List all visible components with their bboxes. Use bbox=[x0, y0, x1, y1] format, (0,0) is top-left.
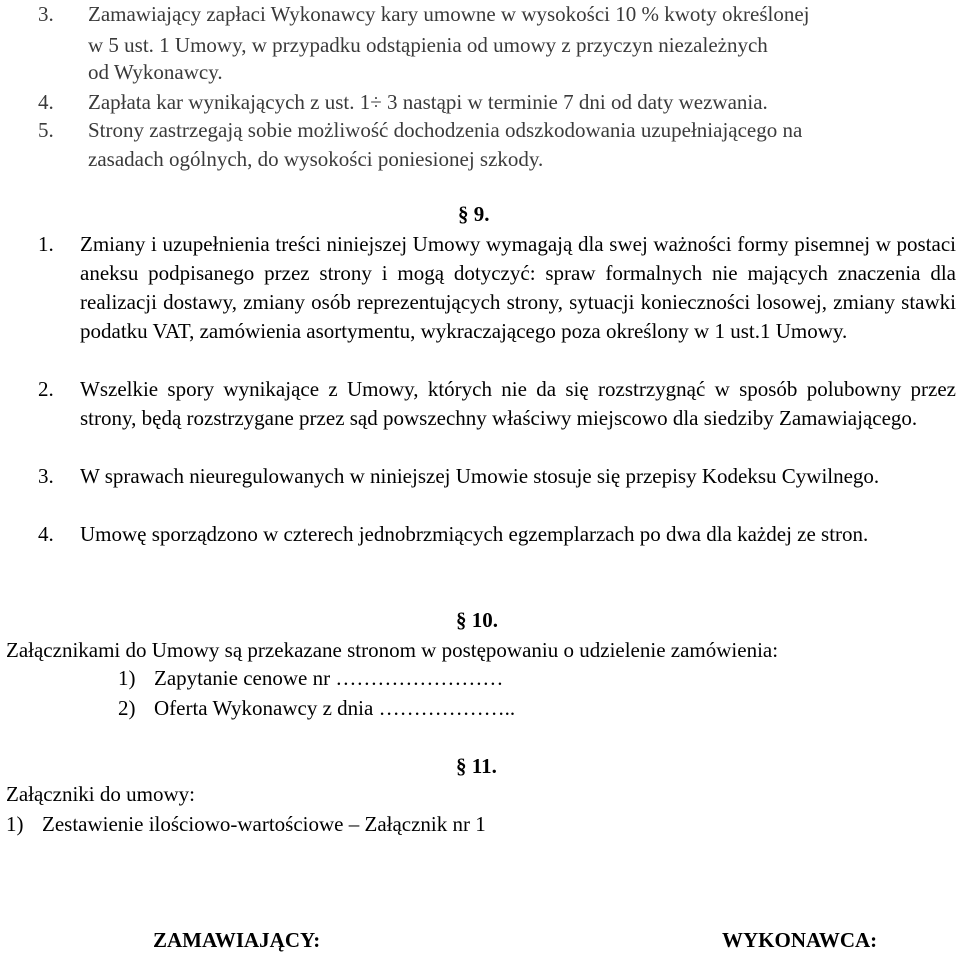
section-heading: § 10. bbox=[456, 608, 498, 632]
item-text-line: Zapłata kar wynikających z ust. 1÷ 3 nastąpi w terminie 7 dni od daty wezwania. bbox=[88, 90, 768, 114]
item-text-line: w 5 ust. 1 Umowy, w przypadku odstąpienia od umowy z przyczyn niezależnych bbox=[88, 33, 768, 57]
item-text-line: Strony zastrzegają sobie możliwość dochodzenia odszkodowania uzupełniającego na bbox=[88, 118, 803, 142]
list-item: Zestawienie ilościowo-wartościowe – Załącznik nr 1 bbox=[42, 812, 486, 836]
section-intro: Załącznikami do Umowy są przekazane stronom w postępowaniu o udzielenie zamówienia: bbox=[6, 638, 779, 662]
section-heading: § 9. bbox=[458, 202, 490, 226]
item-number: 5. bbox=[38, 118, 54, 142]
section-intro: Załączniki do umowy: bbox=[6, 782, 195, 806]
list-number: 1) bbox=[118, 666, 136, 690]
signature-zamawiajacy: ZAMAWIAJĄCY: bbox=[153, 928, 321, 952]
list-item: Oferta Wykonawcy z dnia ……………….. bbox=[154, 696, 516, 720]
list-item: Zapytanie cenowe nr …………………… bbox=[154, 666, 504, 690]
item-text: Wszelkie spory wynikające z Umowy, których nie da się rozstrzygnąć w sposób polubowny przez strony, będą rozstrzygane przez sąd powszechny właściwy miejscowo dla siedziby Zamawiającego. bbox=[80, 377, 956, 430]
item-number: 3. bbox=[38, 2, 54, 26]
item-number: 4. bbox=[38, 522, 54, 546]
item-text-line: od Wykonawcy. bbox=[88, 60, 223, 84]
item-text: Umowę sporządzono w czterech jednobrzmiących egzemplarzach po dwa dla każdej ze stron. bbox=[80, 522, 869, 546]
item-number: 1. bbox=[38, 232, 54, 256]
section-heading: § 11. bbox=[456, 754, 497, 778]
item-number: 3. bbox=[38, 464, 54, 488]
item-text-line: zasadach ogólnych, do wysokości poniesionej szkody. bbox=[88, 147, 544, 171]
item-text: W sprawach nieuregulowanych w niniejszej Umowie stosuje się przepisy Kodeksu Cywilnego. bbox=[80, 464, 880, 488]
item-number: 4. bbox=[38, 90, 54, 114]
signature-wykonawca: WYKONAWCA: bbox=[722, 928, 878, 952]
item-text-line: Zamawiający zapłaci Wykonawcy kary umowne w wysokości 10 % kwoty określonej bbox=[88, 2, 810, 26]
item-text: Zmiany i uzupełnienia treści niniejszej Umowy wymagają dla swej ważności formy pisemnej w postaci aneksu podpisanego przez strony i mogą dotyczyć: spraw formalnych nie mających znaczenia dla realizacji dostawy, zmiany osób reprezentujących strony, sytuacji konieczności losowej, zmiany stawki podatku VAT, zamówienia asortymentu, wykraczającego poza określony w 1 ust.1 Umowy. bbox=[80, 232, 956, 343]
list-number: 2) bbox=[118, 696, 136, 720]
item-number: 2. bbox=[38, 377, 54, 401]
list-number: 1) bbox=[6, 812, 24, 836]
